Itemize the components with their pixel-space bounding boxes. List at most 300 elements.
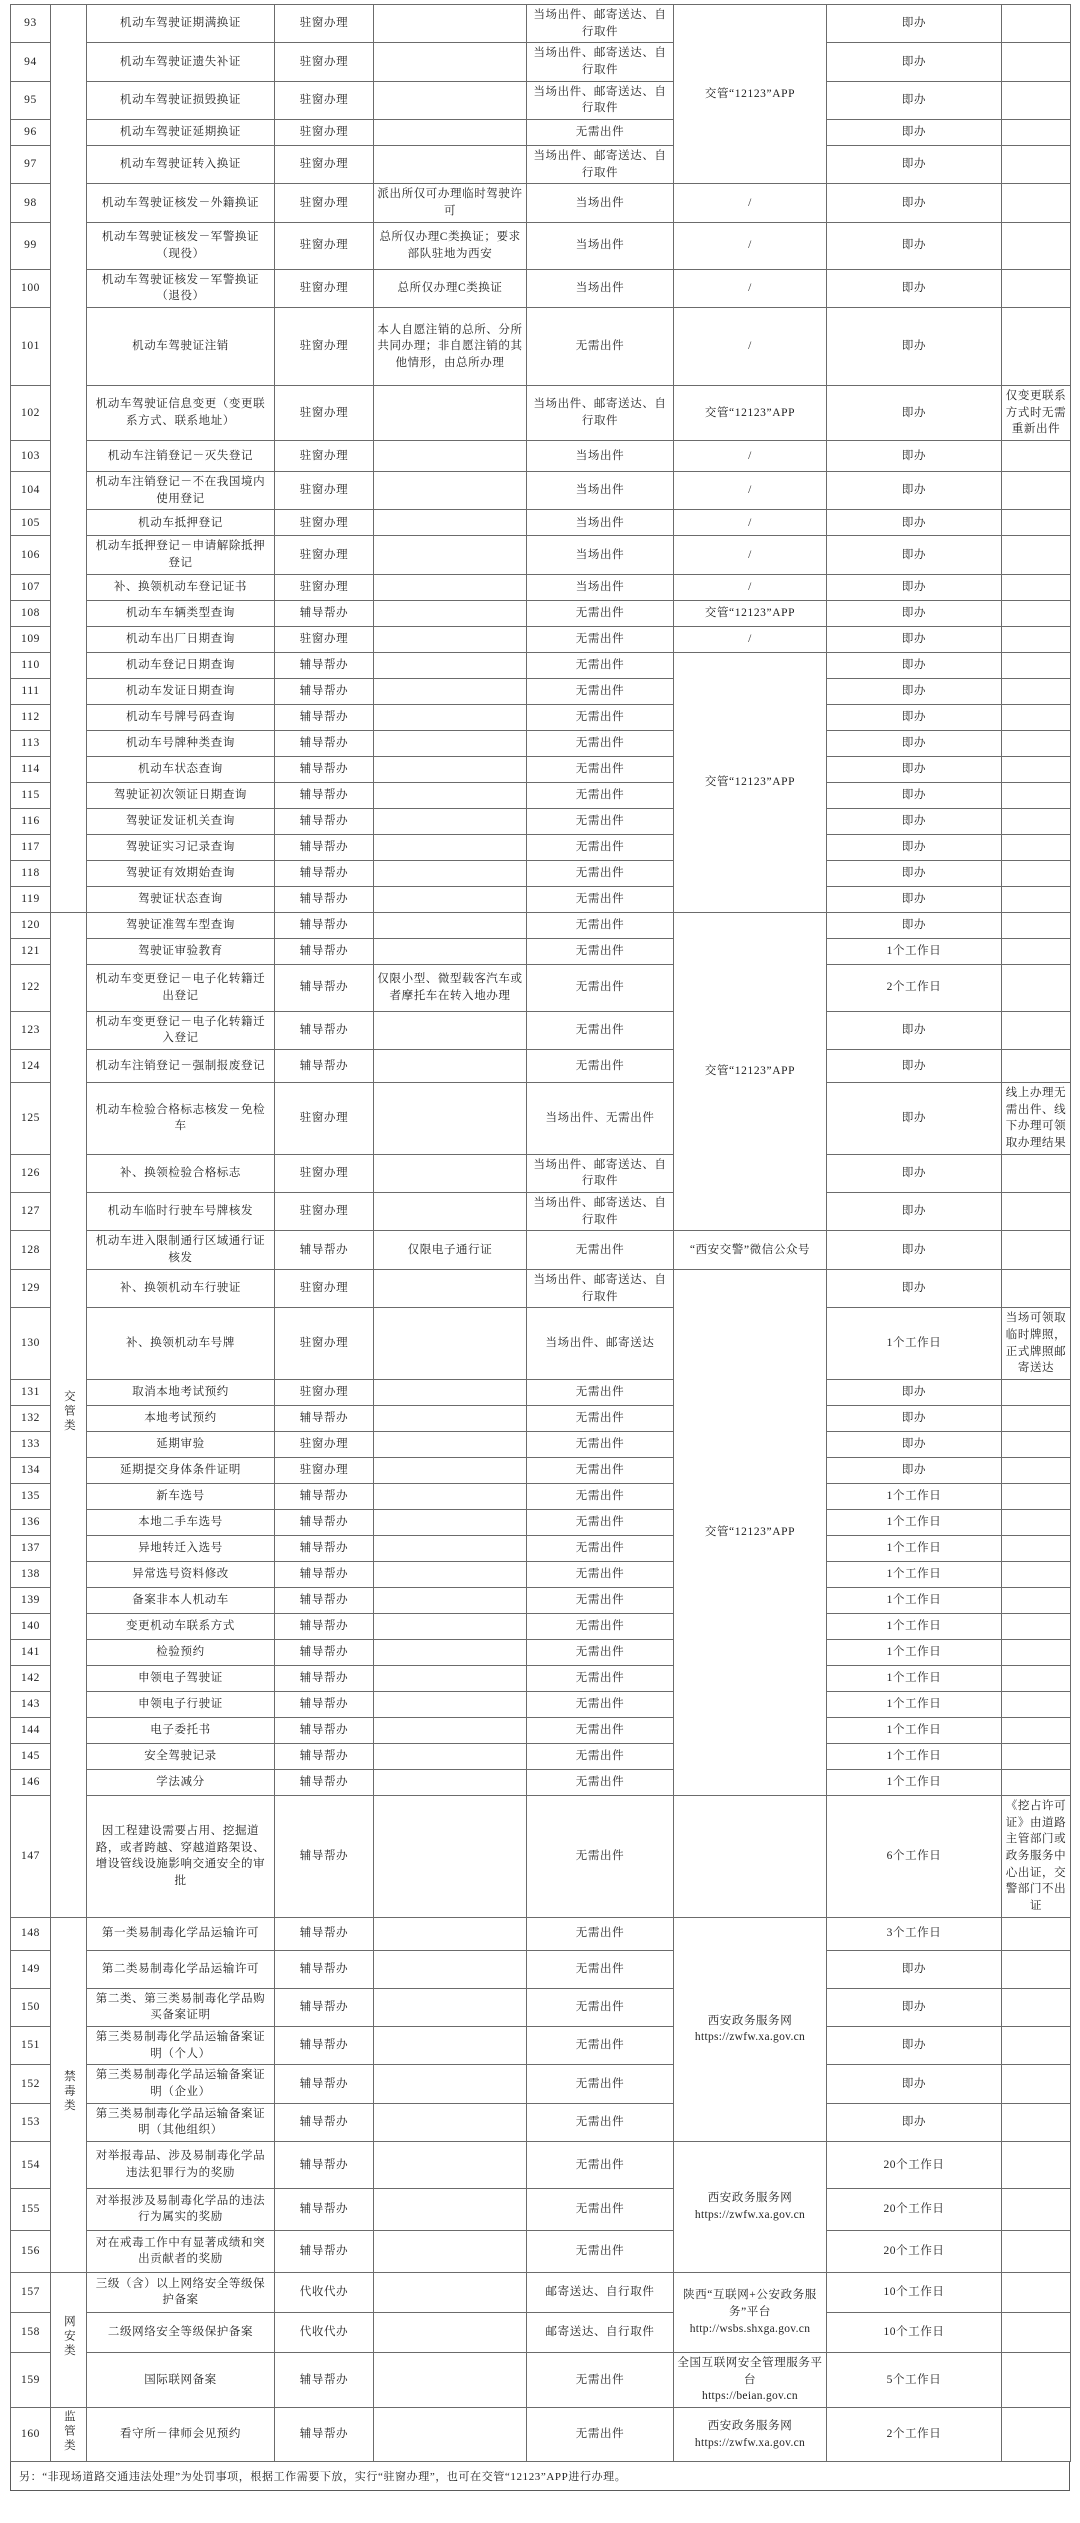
remark bbox=[1002, 808, 1071, 834]
handling-method: 辅导帮办 bbox=[275, 1483, 374, 1509]
handling-method: 辅导帮办 bbox=[275, 2188, 374, 2230]
service-name: 机动车驾驶证核发－外籍换证 bbox=[87, 184, 275, 222]
row-index: 101 bbox=[11, 308, 51, 386]
channel-url[interactable]: https://zwfw.xa.gov.cn bbox=[694, 2208, 806, 2221]
remark bbox=[1002, 2026, 1071, 2064]
row-index: 102 bbox=[11, 386, 51, 441]
handling-method: 辅导帮办 bbox=[275, 938, 374, 964]
document-output: 当场出件 bbox=[527, 222, 674, 269]
category-cell bbox=[51, 2407, 87, 2461]
document-output: 无需出件 bbox=[527, 1795, 674, 1917]
service-name: 对举报毒品、涉及易制毒化学品违法犯罪行为的奖励 bbox=[87, 2141, 275, 2188]
time-limit: 即办 bbox=[827, 808, 1002, 834]
online-channel: / bbox=[674, 441, 827, 472]
document-output: 无需出件 bbox=[527, 1613, 674, 1639]
table-row bbox=[11, 5, 1071, 43]
scope-note: 仅限电子通行证 bbox=[374, 1231, 527, 1269]
scope-note bbox=[374, 2407, 527, 2461]
row-index: 132 bbox=[11, 1405, 51, 1431]
handling-method: 驻窗办理 bbox=[275, 472, 374, 510]
table-row bbox=[11, 834, 1071, 860]
table-row bbox=[11, 510, 1071, 536]
service-name: 看守所－律师会见预约 bbox=[87, 2407, 275, 2461]
time-limit: 1个工作日 bbox=[827, 1769, 1002, 1795]
time-limit: 1个工作日 bbox=[827, 1639, 1002, 1665]
channel-url[interactable]: https://zwfw.xa.gov.cn bbox=[694, 2436, 806, 2449]
table-body bbox=[11, 5, 1071, 2462]
scope-note bbox=[374, 1011, 527, 1049]
online-channel: 交管“12123”APP bbox=[674, 912, 827, 1231]
table-row bbox=[11, 860, 1071, 886]
time-limit: 2个工作日 bbox=[827, 964, 1002, 1011]
table-row bbox=[11, 704, 1071, 730]
remark bbox=[1002, 2065, 1071, 2103]
time-limit: 即办 bbox=[827, 652, 1002, 678]
remark bbox=[1002, 678, 1071, 704]
row-index: 158 bbox=[11, 2312, 51, 2352]
service-name: 申领电子驾驶证 bbox=[87, 1665, 275, 1691]
handling-method: 辅导帮办 bbox=[275, 730, 374, 756]
table-row bbox=[11, 1535, 1071, 1561]
remark bbox=[1002, 574, 1071, 600]
time-limit: 即办 bbox=[827, 782, 1002, 808]
table-row bbox=[11, 2103, 1071, 2141]
remark bbox=[1002, 1613, 1071, 1639]
service-name: 三级（含）以上网络安全等级保护备案 bbox=[87, 2272, 275, 2312]
document-output: 当场出件 bbox=[527, 574, 674, 600]
handling-method: 辅导帮办 bbox=[275, 2026, 374, 2064]
row-index: 106 bbox=[11, 536, 51, 574]
scope-note bbox=[374, 808, 527, 834]
handling-method: 驻窗办理 bbox=[275, 81, 374, 119]
time-limit: 1个工作日 bbox=[827, 1561, 1002, 1587]
document-output: 无需出件 bbox=[527, 2065, 674, 2103]
row-index: 151 bbox=[11, 2026, 51, 2064]
time-limit: 即办 bbox=[827, 1083, 1002, 1155]
service-name: 机动车抵押登记 bbox=[87, 510, 275, 536]
service-name: 新车选号 bbox=[87, 1483, 275, 1509]
time-limit: 即办 bbox=[827, 510, 1002, 536]
handling-method: 辅导帮办 bbox=[275, 1917, 374, 1950]
row-index: 157 bbox=[11, 2272, 51, 2312]
time-limit: 5个工作日 bbox=[827, 2352, 1002, 2407]
table-row bbox=[11, 472, 1071, 510]
service-name: 本地二手车选号 bbox=[87, 1509, 275, 1535]
remark bbox=[1002, 1011, 1071, 1049]
remark bbox=[1002, 938, 1071, 964]
time-limit: 6个工作日 bbox=[827, 1795, 1002, 1917]
scope-note bbox=[374, 1639, 527, 1665]
row-index: 107 bbox=[11, 574, 51, 600]
scope-note bbox=[374, 1193, 527, 1231]
table-row bbox=[11, 1050, 1071, 1083]
scope-note bbox=[374, 626, 527, 652]
remark: 仅变更联系方式时无需重新出件 bbox=[1002, 386, 1071, 441]
row-index: 139 bbox=[11, 1587, 51, 1613]
time-limit: 即办 bbox=[827, 441, 1002, 472]
document-output: 无需出件 bbox=[527, 600, 674, 626]
table-row bbox=[11, 536, 1071, 574]
document-output: 无需出件 bbox=[527, 912, 674, 938]
time-limit: 即办 bbox=[827, 1011, 1002, 1049]
time-limit: 2个工作日 bbox=[827, 2407, 1002, 2461]
service-name: 补、换领机动车登记证书 bbox=[87, 574, 275, 600]
service-name: 驾驶证发证机关查询 bbox=[87, 808, 275, 834]
service-name: 二级网络安全等级保护备案 bbox=[87, 2312, 275, 2352]
remark bbox=[1002, 1269, 1071, 1307]
table-row bbox=[11, 1950, 1071, 1988]
scope-note bbox=[374, 1561, 527, 1587]
scope-note bbox=[374, 1431, 527, 1457]
scope-note bbox=[374, 2352, 527, 2407]
remark bbox=[1002, 600, 1071, 626]
service-name: 机动车临时行驶车号牌核发 bbox=[87, 1193, 275, 1231]
table-row bbox=[11, 269, 1071, 307]
online-channel bbox=[674, 2272, 827, 2352]
service-name: 取消本地考试预约 bbox=[87, 1379, 275, 1405]
online-channel: 交管“12123”APP bbox=[674, 386, 827, 441]
time-limit: 3个工作日 bbox=[827, 1917, 1002, 1950]
document-output: 当场出件、邮寄送达、自行取件 bbox=[527, 5, 674, 43]
row-index: 148 bbox=[11, 1917, 51, 1950]
handling-method: 辅导帮办 bbox=[275, 808, 374, 834]
service-name: 电子委托书 bbox=[87, 1717, 275, 1743]
handling-method: 辅导帮办 bbox=[275, 2230, 374, 2272]
service-name: 本地考试预约 bbox=[87, 1405, 275, 1431]
scope-note bbox=[374, 1743, 527, 1769]
service-name: 第二类、第三类易制毒化学品购买备案证明 bbox=[87, 1988, 275, 2026]
category-cell bbox=[51, 2272, 87, 2407]
row-index: 145 bbox=[11, 1743, 51, 1769]
table-row bbox=[11, 1379, 1071, 1405]
document-output: 无需出件 bbox=[527, 834, 674, 860]
time-limit: 即办 bbox=[827, 574, 1002, 600]
handling-method: 驻窗办理 bbox=[275, 184, 374, 222]
row-index: 121 bbox=[11, 938, 51, 964]
row-index: 155 bbox=[11, 2188, 51, 2230]
document-output: 无需出件 bbox=[527, 1535, 674, 1561]
category-label: 禁毒类 bbox=[62, 2070, 75, 2114]
online-channel: 交管“12123”APP bbox=[674, 1269, 827, 1795]
table-row bbox=[11, 1561, 1071, 1587]
row-index: 116 bbox=[11, 808, 51, 834]
row-index: 119 bbox=[11, 886, 51, 912]
table-row bbox=[11, 1795, 1071, 1917]
document-output: 当场出件 bbox=[527, 441, 674, 472]
scope-note bbox=[374, 1050, 527, 1083]
time-limit: 1个工作日 bbox=[827, 1509, 1002, 1535]
row-index: 131 bbox=[11, 1379, 51, 1405]
table-row bbox=[11, 1154, 1071, 1192]
scope-note bbox=[374, 1457, 527, 1483]
scope-note bbox=[374, 1717, 527, 1743]
document-output: 无需出件 bbox=[527, 1379, 674, 1405]
time-limit: 即办 bbox=[827, 43, 1002, 81]
scope-note bbox=[374, 860, 527, 886]
row-index: 100 bbox=[11, 269, 51, 307]
time-limit: 1个工作日 bbox=[827, 1613, 1002, 1639]
document-output: 邮寄送达、自行取件 bbox=[527, 2312, 674, 2352]
handling-method: 辅导帮办 bbox=[275, 834, 374, 860]
service-name: 机动车发证日期查询 bbox=[87, 678, 275, 704]
handling-method: 辅导帮办 bbox=[275, 1231, 374, 1269]
scope-note bbox=[374, 386, 527, 441]
document-output: 无需出件 bbox=[527, 2141, 674, 2188]
time-limit: 20个工作日 bbox=[827, 2230, 1002, 2272]
row-index: 122 bbox=[11, 964, 51, 1011]
row-index: 136 bbox=[11, 1509, 51, 1535]
document-output: 无需出件 bbox=[527, 756, 674, 782]
document-output: 无需出件 bbox=[527, 964, 674, 1011]
online-channel bbox=[674, 2141, 827, 2272]
document-output: 无需出件 bbox=[527, 1231, 674, 1269]
row-index: 93 bbox=[11, 5, 51, 43]
channel-url[interactable]: http://wsbs.shxga.gov.cn bbox=[689, 2322, 811, 2335]
document-output: 无需出件 bbox=[527, 1050, 674, 1083]
remark bbox=[1002, 43, 1071, 81]
service-name: 机动车变更登记－电子化转籍迁出登记 bbox=[87, 964, 275, 1011]
table-row bbox=[11, 1308, 1071, 1380]
document-output: 无需出件 bbox=[527, 678, 674, 704]
document-output: 无需出件 bbox=[527, 1665, 674, 1691]
handling-method: 辅导帮办 bbox=[275, 1665, 374, 1691]
category-cell bbox=[51, 1917, 87, 2272]
handling-method: 代收代办 bbox=[275, 2272, 374, 2312]
row-index: 126 bbox=[11, 1154, 51, 1192]
scope-note bbox=[374, 678, 527, 704]
remark bbox=[1002, 1379, 1071, 1405]
table-row bbox=[11, 2312, 1071, 2352]
remark: 线上办理无需出件、线下办理可领取办理结果 bbox=[1002, 1083, 1071, 1155]
remark bbox=[1002, 146, 1071, 184]
remark bbox=[1002, 1193, 1071, 1231]
scope-note bbox=[374, 2272, 527, 2312]
remark bbox=[1002, 626, 1071, 652]
table-row bbox=[11, 912, 1071, 938]
scope-note bbox=[374, 2026, 527, 2064]
service-name: 补、换领机动车行驶证 bbox=[87, 1269, 275, 1307]
table-row bbox=[11, 756, 1071, 782]
remark bbox=[1002, 912, 1071, 938]
remark bbox=[1002, 1743, 1071, 1769]
time-limit: 即办 bbox=[827, 1379, 1002, 1405]
remark bbox=[1002, 782, 1071, 808]
time-limit: 10个工作日 bbox=[827, 2272, 1002, 2312]
service-name: 机动车进入限制通行区域通行证核发 bbox=[87, 1231, 275, 1269]
handling-method: 驻窗办理 bbox=[275, 5, 374, 43]
document-output: 当场出件、邮寄送达、自行取件 bbox=[527, 146, 674, 184]
time-limit: 即办 bbox=[827, 222, 1002, 269]
row-index: 98 bbox=[11, 184, 51, 222]
scope-note bbox=[374, 1950, 527, 1988]
row-index: 135 bbox=[11, 1483, 51, 1509]
category-label: 监管类 bbox=[62, 2409, 75, 2454]
document-output: 无需出件 bbox=[527, 1011, 674, 1049]
scope-note bbox=[374, 704, 527, 730]
table-row bbox=[11, 1665, 1071, 1691]
service-name: 机动车驾驶证信息变更（变更联系方式、联系地址） bbox=[87, 386, 275, 441]
scope-note bbox=[374, 1083, 527, 1155]
remark bbox=[1002, 5, 1071, 43]
scope-note bbox=[374, 81, 527, 119]
remark bbox=[1002, 964, 1071, 1011]
handling-method: 驻窗办理 bbox=[275, 43, 374, 81]
document-output: 无需出件 bbox=[527, 1587, 674, 1613]
document-output: 无需出件 bbox=[527, 2230, 674, 2272]
time-limit: 20个工作日 bbox=[827, 2188, 1002, 2230]
row-index: 113 bbox=[11, 730, 51, 756]
remark bbox=[1002, 1483, 1071, 1509]
document-output: 当场出件 bbox=[527, 510, 674, 536]
document-output: 当场出件 bbox=[527, 536, 674, 574]
handling-method: 辅导帮办 bbox=[275, 1535, 374, 1561]
time-limit: 即办 bbox=[827, 1193, 1002, 1231]
handling-method: 辅导帮办 bbox=[275, 600, 374, 626]
table-row bbox=[11, 808, 1071, 834]
remark bbox=[1002, 1154, 1071, 1192]
scope-note: 派出所仅可办理临时驾驶许可 bbox=[374, 184, 527, 222]
channel-name: 西安政务服务网 bbox=[707, 2014, 793, 2027]
service-name: 补、换领检验合格标志 bbox=[87, 1154, 275, 1192]
row-index: 142 bbox=[11, 1665, 51, 1691]
remark bbox=[1002, 860, 1071, 886]
handling-method: 驻窗办理 bbox=[275, 510, 374, 536]
category-label: 交管类 bbox=[62, 1390, 75, 1434]
remark bbox=[1002, 730, 1071, 756]
row-index: 143 bbox=[11, 1691, 51, 1717]
document-output: 无需出件 bbox=[527, 860, 674, 886]
document-output: 无需出件 bbox=[527, 626, 674, 652]
handling-method: 辅导帮办 bbox=[275, 1743, 374, 1769]
document-output: 无需出件 bbox=[527, 2103, 674, 2141]
scope-note bbox=[374, 1308, 527, 1380]
handling-method: 辅导帮办 bbox=[275, 886, 374, 912]
service-name: 机动车变更登记－电子化转籍迁入登记 bbox=[87, 1011, 275, 1049]
remark bbox=[1002, 1950, 1071, 1988]
time-limit: 即办 bbox=[827, 184, 1002, 222]
table-row bbox=[11, 146, 1071, 184]
document-output: 无需出件 bbox=[527, 1639, 674, 1665]
time-limit: 即办 bbox=[827, 678, 1002, 704]
remark bbox=[1002, 756, 1071, 782]
handling-method: 辅导帮办 bbox=[275, 1561, 374, 1587]
service-name: 机动车出厂日期查询 bbox=[87, 626, 275, 652]
scope-note bbox=[374, 782, 527, 808]
scope-note bbox=[374, 574, 527, 600]
service-name: 机动车注销登记－灭失登记 bbox=[87, 441, 275, 472]
table-row bbox=[11, 1405, 1071, 1431]
handling-method: 驻窗办理 bbox=[275, 626, 374, 652]
online-channel: 交管“12123”APP bbox=[674, 652, 827, 912]
document-output: 当场出件、邮寄送达 bbox=[527, 1308, 674, 1380]
table-row bbox=[11, 652, 1071, 678]
table-row bbox=[11, 222, 1071, 269]
remark bbox=[1002, 2188, 1071, 2230]
time-limit: 即办 bbox=[827, 81, 1002, 119]
scope-note bbox=[374, 1405, 527, 1431]
table-footnote: 另：“非现场道路交通违法处理”为处罚事项，根据工作需要下放，实行“驻窗办理”，也可在交管“12123”APP进行办理。 bbox=[10, 2462, 1070, 2491]
handling-method: 辅导帮办 bbox=[275, 1769, 374, 1795]
scope-note bbox=[374, 43, 527, 81]
table-row bbox=[11, 2026, 1071, 2064]
channel-url[interactable]: https://beian.gov.cn bbox=[702, 2390, 798, 2403]
scope-note bbox=[374, 5, 527, 43]
document-output: 无需出件 bbox=[527, 730, 674, 756]
row-index: 115 bbox=[11, 782, 51, 808]
document-output: 无需出件 bbox=[527, 1431, 674, 1457]
document-output: 无需出件 bbox=[527, 120, 674, 146]
row-index: 103 bbox=[11, 441, 51, 472]
remark bbox=[1002, 1431, 1071, 1457]
table-row bbox=[11, 964, 1071, 1011]
handling-method: 驻窗办理 bbox=[275, 269, 374, 307]
time-limit: 即办 bbox=[827, 269, 1002, 307]
scope-note bbox=[374, 2141, 527, 2188]
handling-method: 驻窗办理 bbox=[275, 120, 374, 146]
channel-url[interactable]: https://zwfw.xa.gov.cn bbox=[694, 2031, 806, 2044]
time-limit: 10个工作日 bbox=[827, 2312, 1002, 2352]
scope-note bbox=[374, 1665, 527, 1691]
handling-method: 辅导帮办 bbox=[275, 1587, 374, 1613]
service-name: 机动车登记日期查询 bbox=[87, 652, 275, 678]
online-channel bbox=[674, 2352, 827, 2407]
document-output: 无需出件 bbox=[527, 1988, 674, 2026]
table-row bbox=[11, 2065, 1071, 2103]
row-index: 120 bbox=[11, 912, 51, 938]
time-limit: 即办 bbox=[827, 536, 1002, 574]
service-name: 异地转迁入选号 bbox=[87, 1535, 275, 1561]
time-limit: 即办 bbox=[827, 600, 1002, 626]
service-name: 第一类易制毒化学品运输许可 bbox=[87, 1917, 275, 1950]
remark bbox=[1002, 308, 1071, 386]
service-name: 第三类易制毒化学品运输备案证明（个人） bbox=[87, 2026, 275, 2064]
remark: 当场可领取临时牌照，正式牌照邮寄送达 bbox=[1002, 1308, 1071, 1380]
scope-note bbox=[374, 1509, 527, 1535]
row-index: 97 bbox=[11, 146, 51, 184]
document-output: 无需出件 bbox=[527, 1691, 674, 1717]
remark bbox=[1002, 1457, 1071, 1483]
time-limit: 即办 bbox=[827, 146, 1002, 184]
category-cell bbox=[51, 5, 87, 913]
time-limit: 即办 bbox=[827, 1154, 1002, 1192]
table-row bbox=[11, 441, 1071, 472]
service-name: 驾驶证实习记录查询 bbox=[87, 834, 275, 860]
remark bbox=[1002, 834, 1071, 860]
document-output: 无需出件 bbox=[527, 1457, 674, 1483]
service-name: 备案非本人机动车 bbox=[87, 1587, 275, 1613]
document-output: 当场出件、邮寄送达、自行取件 bbox=[527, 386, 674, 441]
table-row bbox=[11, 2407, 1071, 2461]
document-output: 无需出件 bbox=[527, 1769, 674, 1795]
handling-method: 辅导帮办 bbox=[275, 860, 374, 886]
row-index: 118 bbox=[11, 860, 51, 886]
row-index: 127 bbox=[11, 1193, 51, 1231]
row-index: 124 bbox=[11, 1050, 51, 1083]
scope-note bbox=[374, 2103, 527, 2141]
service-name: 机动车车辆类型查询 bbox=[87, 600, 275, 626]
service-name: 机动车驾驶证核发－军警换证（现役） bbox=[87, 222, 275, 269]
time-limit: 即办 bbox=[827, 2026, 1002, 2064]
scope-note bbox=[374, 1483, 527, 1509]
scope-note: 仅限小型、微型载客汽车或者摩托车在转入地办理 bbox=[374, 964, 527, 1011]
document-output: 无需出件 bbox=[527, 1561, 674, 1587]
remark bbox=[1002, 510, 1071, 536]
document-output: 当场出件 bbox=[527, 269, 674, 307]
row-index: 159 bbox=[11, 2352, 51, 2407]
handling-method: 驻窗办理 bbox=[275, 1457, 374, 1483]
handling-method: 代收代办 bbox=[275, 2312, 374, 2352]
table-row bbox=[11, 1011, 1071, 1049]
